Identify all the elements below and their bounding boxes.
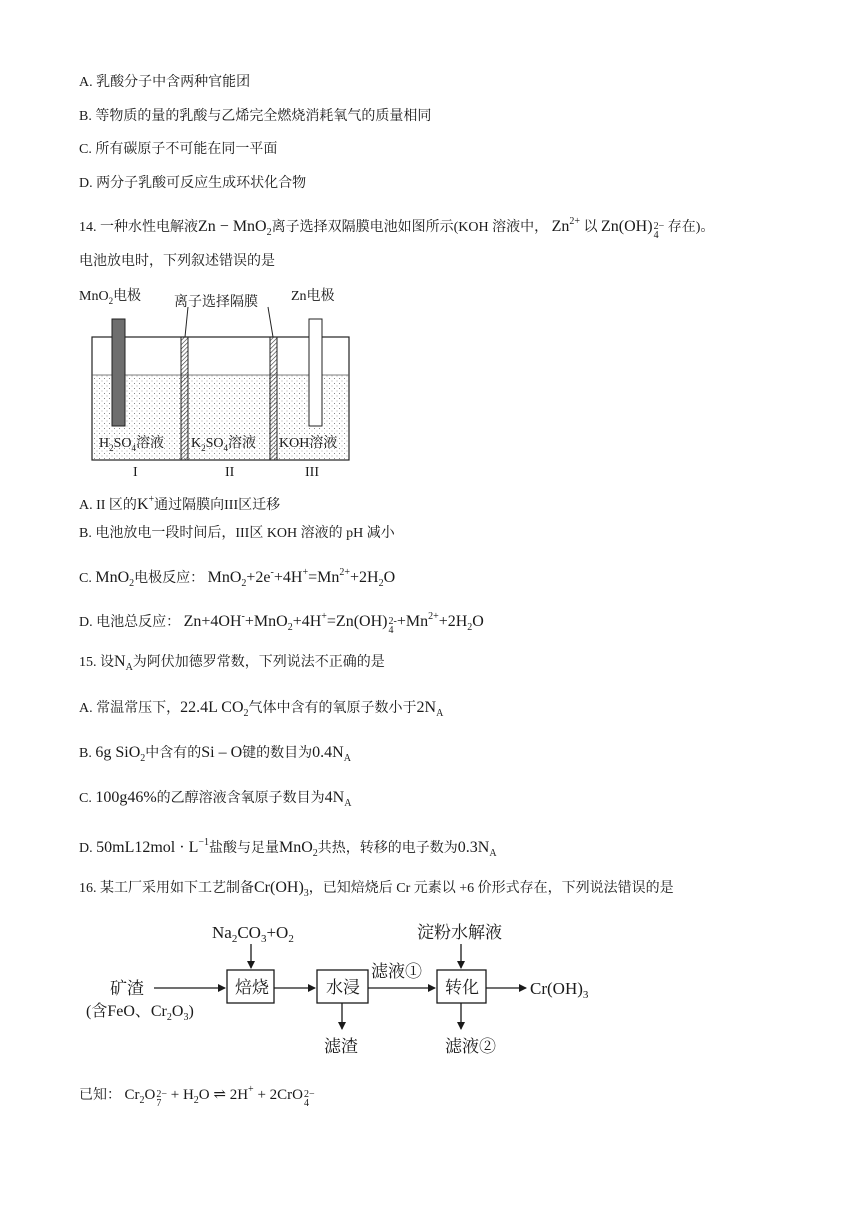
q16-stem: 16. 某工厂采用如下工艺制备$Cr(OH)_3$，已知焙烧后 Cr 元素以 +6 价形式存在，下列说法错误的是 [79, 879, 674, 899]
label-roasting: 焙烧 [235, 978, 269, 997]
q15-option-d: D. $50mL12mol \cdot L^{-1}$盐酸与足量MnO$_2$共热，转移的电子数为$0.3N_A$ [79, 837, 497, 859]
mno2-electrode [112, 319, 125, 426]
q15-option-b: B. 6g SiO$_2$中含有的Si – O键的数目为$0.4N_A$ [79, 744, 351, 764]
q13-option-c: C. 所有碳原子不可能在同一平面 [79, 142, 278, 157]
q16-known-equilibrium: 已知： $Cr_2O$ 2− 7 + $H_2O$ ⇌ 2H+ + 2CrO 2− 4 [79, 1084, 315, 1109]
label-region-2: II [225, 465, 235, 478]
membrane-left [181, 337, 188, 460]
label-product: $Cr(OH)_3$ [530, 979, 589, 1001]
q15-stem: 15. 设$N_A$为阿伏加德罗常数，下列说法不正确的是 [79, 653, 385, 673]
q14-option-b: B. 电池放电一段时间后，III区 KOH 溶液的 pH 减小 [79, 526, 395, 541]
label-raw-composition: (含FeO、$Cr_2O_3$) [86, 1003, 194, 1023]
label-starch-hydrolysate: 淀粉水解液 [417, 923, 502, 942]
q14-stem: 14. 一种水性电解液Zn − MnO$_2$离子选择双隔膜电池如图所示(KOH 溶液中， $Zn^{2+}$ 以 Zn(OH) 2− 4 存在)。 [79, 216, 715, 241]
q13-option-b: B. 等物质的量的乳酸与乙烯完全燃烧消耗氧气的质量相同 [79, 109, 432, 124]
label-raw-slag: 矿渣 [110, 979, 144, 998]
q14-option-a: A. II 区的K+通过隔膜向III区迁移 [79, 494, 281, 513]
q15-option-c: C. 100g46%的乙醇溶液含氧原子数目为$4N_A$ [79, 789, 352, 809]
label-filtrate-2: 滤液② [445, 1037, 496, 1056]
equation-c: $MnO_2+2e^-+4H^+=Mn^{2+}+2H_2O$ [207, 567, 396, 589]
label-zn-electrode: Zn电极 [291, 289, 335, 304]
label-solution-1: $H_2SO_4$溶液 [99, 436, 165, 453]
q13-option-d: D. 两分子乳酸可反应生成环状化合物 [79, 176, 307, 191]
label-residue: 滤渣 [324, 1037, 358, 1056]
battery-diagram [78, 282, 360, 478]
label-conversion: 转化 [445, 978, 479, 997]
label-solution-3: KOH溶液 [279, 436, 338, 451]
label-filtrate-1: 滤液① [371, 962, 422, 981]
label-mno2-electrode: MnO$_2$电极 [79, 289, 142, 306]
label-region-1: I [133, 465, 138, 478]
label-na2co3-o2: $Na_2CO_3+O_2$ [212, 923, 294, 945]
membrane-right [270, 337, 277, 460]
label-region-3: III [305, 465, 319, 478]
label-solution-2: $K_2SO_4$溶液 [191, 436, 257, 453]
q15-option-a: A. 常温常压下，22.4L $CO_2$气体中含有的氧原子数小于$2N_A$ [79, 699, 444, 719]
q14-option-c: C. MnO$_2$电极反应： $MnO_2+2e^-+4H^+=Mn^{2+}+2H_2O$ [79, 567, 396, 589]
equation-d: Zn+4OH-+MnO$_2$+4H+=Zn(OH) 2- 4 $+Mn^{2+}+2H_2O$ [183, 611, 484, 636]
q13-option-a: A. 乳酸分子中含两种官能团 [79, 75, 251, 90]
zn-electrode [309, 319, 322, 426]
label-water-leaching: 水浸 [326, 978, 360, 997]
q14-option-d: D. 电池总反应： Zn+4OH-+MnO$_2$+4H+=Zn(OH) 2- 4 $+Mn^{2+}+2H_2O$ [79, 611, 484, 636]
process-flow-diagram [84, 912, 624, 1062]
q14-stem-line2: 电池放电时，下列叙述错误的是 [79, 254, 275, 269]
equilibrium-arrow: ⇌ [213, 1087, 226, 1103]
label-membrane: 离子选择隔膜 [174, 295, 258, 310]
